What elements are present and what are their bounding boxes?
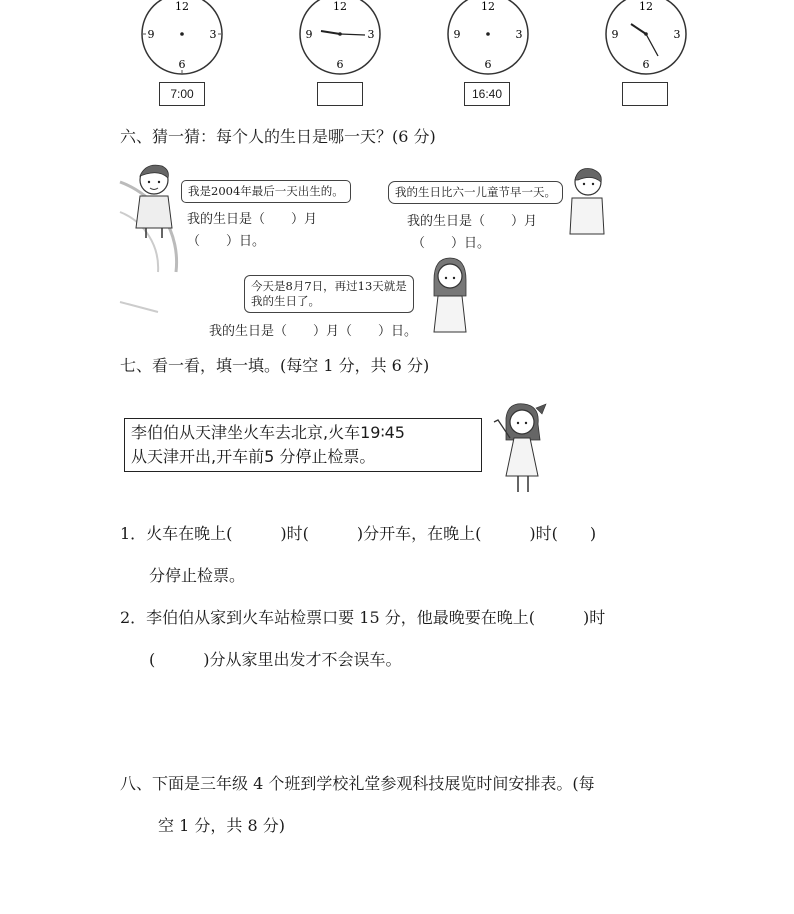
clock-2-3: 3	[367, 28, 375, 41]
right-answer-line2: （ ）日。	[412, 236, 491, 251]
clock-face-1	[137, 0, 227, 80]
clock-2-time-box[interactable]	[317, 82, 363, 106]
clock-face-4	[601, 0, 691, 80]
clock-1-9: 9	[147, 28, 155, 41]
section8-title-line2: 空 1 分，共 8 分)	[158, 816, 285, 835]
clock-3-12: 12	[481, 0, 495, 13]
clock-1-3: 3	[209, 28, 217, 41]
clock-face-2	[295, 0, 385, 80]
question1-line2: 分停止检票。	[149, 566, 246, 585]
clock-4-12: 12	[639, 0, 653, 13]
clock-3-3: 3	[515, 28, 523, 41]
clock-1-center	[180, 32, 184, 36]
notice-line1: 李伯伯从天津坐火车去北京,火车19∶45	[131, 423, 405, 442]
clock-1-12: 12	[175, 0, 189, 13]
clock-2-12: 12	[333, 0, 347, 13]
question2-line2: ( )分从家里出发才不会误车。	[149, 650, 402, 669]
boy-speech-bubble: 我是2004年最后一天出生的。	[181, 180, 351, 203]
clock-face-3	[443, 0, 533, 80]
clock-3-6: 6	[484, 58, 492, 71]
right-speech-bubble: 我的生日比六一儿童节早一天。	[388, 181, 563, 204]
right-child-illustration	[566, 164, 608, 236]
section8-title-line1: 八、下面是三年级 4 个班到学校礼堂参观科技展览时间安排表。(每	[120, 774, 595, 793]
clock-2-6: 6	[336, 58, 344, 71]
notice-line2: 从天津开出,开车前5 分停止检票。	[131, 447, 376, 466]
clock-1-time-box: 7:00	[159, 82, 205, 106]
clock-4-3: 3	[673, 28, 681, 41]
question1-line1: 1．火车在晚上( )时( )分开车，在晚上( )时( )	[120, 524, 597, 543]
boy-illustration	[132, 162, 178, 240]
clock-2-9: 9	[305, 28, 313, 41]
clock-3-time-box: 16:40	[464, 82, 510, 106]
boy-answer-line2: （ ）日。	[187, 234, 266, 249]
girl-bubble-line1: 今天是8月7日，再过13天就是	[251, 279, 407, 293]
question2-line1: 2．李伯伯从家到火车站检票口要 15 分，他最晚要在晚上( )时	[120, 608, 606, 627]
clock-3-center	[486, 32, 490, 36]
train-notice-box	[124, 418, 482, 472]
clock-4-9: 9	[611, 28, 619, 41]
clock-3-9: 9	[453, 28, 461, 41]
girl-bubble-line2: 我的生日了。	[251, 294, 320, 308]
girl-illustration	[428, 256, 472, 336]
clock-4-6: 6	[642, 58, 650, 71]
section7-title: 七、看一看，填一填。(每空 1 分，共 6 分)	[120, 356, 430, 375]
girl-answer: 我的生日是（ ）月（ ）日。	[209, 324, 418, 339]
waving-girl-illustration	[480, 400, 550, 496]
girl-speech-bubble	[244, 275, 414, 313]
clock-4-time-box[interactable]	[622, 82, 668, 106]
boy-answer-line1: 我的生日是（ ）月	[187, 212, 318, 227]
section6-title: 六、猜一猜：每个人的生日是哪一天？(6 分)	[120, 127, 436, 146]
clock-1-6: 6	[178, 58, 186, 71]
right-answer-line1: 我的生日是（ ）月	[407, 214, 538, 229]
